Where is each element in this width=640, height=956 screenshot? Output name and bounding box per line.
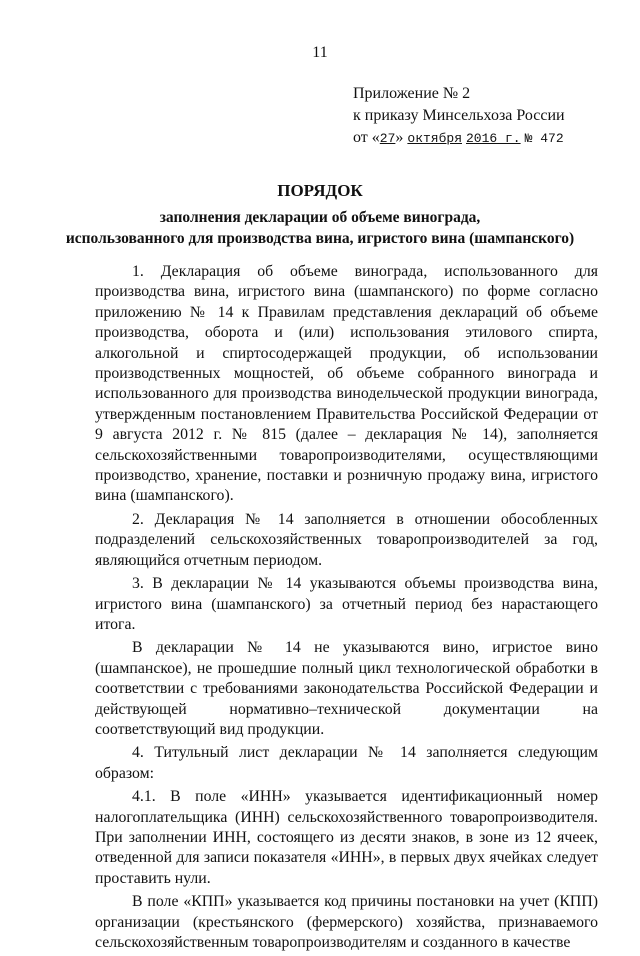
paragraph-3-note: В декларации № 14 не указываются вино, игристое вино (шампанское), не прошедшие полный цикл технологической обработки в соответствии с требованиями законодательства Российской Федерации и действующей нормативно–технической документации на соответствующий вид продукции. <box>95 639 598 738</box>
paragraph-4: 4. Титульный лист декларации № 14 заполняется следующим образом: <box>95 744 598 782</box>
date-month: октября <box>407 131 462 146</box>
document-body <box>95 262 598 956</box>
appendix-block <box>353 83 565 150</box>
paragraph-1: 1. Декларация об объеме винограда, использованного для производства вина, игристого вина (шампанского) по форме согласно приложению № 14 к Правилам представления деклараций об объеме производства, оборота и (или) использования этилового спирта, алкогольной и спиртосодержащей продукции, об использовании производственных мощностей, об объеме собранного винограда и использованного для производства винодельческой продукции винограда, утвержденным постановлением Правительства Российской Федерации от 9 августа 2012 г. № 815 (далее – декларация № 14), заполняется сельскохозяйственными товаропроизводителями, осуществляющими производство, хранение, поставки и розничную продажу вина, игристого вина (шампанского). <box>95 263 598 505</box>
date-day: 27 <box>379 131 396 146</box>
appendix-line-1: Приложение № 2 <box>353 85 471 102</box>
date-prefix: от « <box>353 129 380 146</box>
paragraph-kpp: В поле «КПП» указывается код причины постановки на учет (КПП) организации (крестьянского (фермерского) хозяйства, признаваемого сельскохозяйственным товаропроизводителям и созданного в качестве <box>95 893 598 951</box>
paragraph-2: 2. Декларация № 14 заполняется в отношении обособленных подразделений сельскохозяйственных товаропроизводителей за год, являющийся отчетным периодом. <box>95 510 598 569</box>
heading-subtitle-line-2: использованного для производства вина, игристого вина (шампанского) <box>65 230 575 247</box>
heading-title: ПОРЯДОК <box>277 181 363 200</box>
paragraph-4-1: 4.1. В поле «ИНН» указывается идентификационный номер налогоплательщика (ИНН) сельскохозяйственного товаропроизводителя. При заполнении ИНН, состоящего из десяти знаков, в зоне из 12 ячеек, отведенной для записи показателя «ИНН», в первых двух ячейках следует проставить нули. <box>95 788 598 887</box>
date-mid: » <box>395 129 404 146</box>
order-number: № 472 <box>524 131 564 146</box>
appendix-date-line <box>353 127 565 150</box>
heading-subtitle-line-1: заполнения декларации об объеме винограда, <box>159 209 481 226</box>
appendix-line-2: к приказу Минсельхоза России <box>353 107 565 124</box>
date-year: 2016 г. <box>466 131 521 146</box>
page-number: 11 <box>312 44 328 61</box>
paragraph-3: 3. В декларации № 14 указываются объемы производства вина, игристого вина (шампанского) за отчетный период без нарастающего итога. <box>95 575 598 633</box>
document-heading <box>0 180 640 249</box>
